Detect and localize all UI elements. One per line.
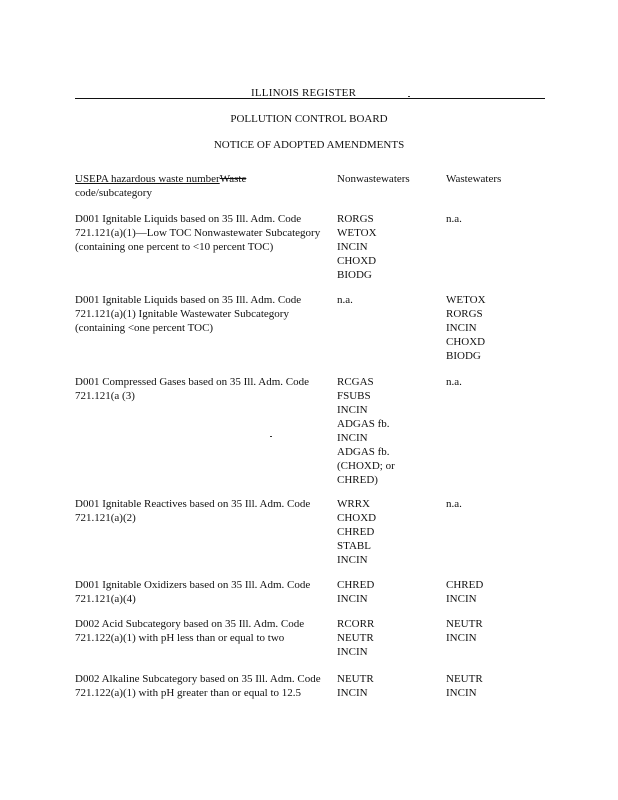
technology-code: INCIN — [337, 687, 368, 699]
wastewater-standards — [446, 578, 541, 606]
technology-code: CHOXD — [337, 512, 377, 524]
technology-code: NEUTR — [446, 618, 483, 630]
board-title: POLLUTION CONTROL BOARD — [230, 113, 388, 125]
technology-code: RORGS — [337, 213, 374, 225]
technology-code: INCIN — [337, 593, 368, 605]
wastewater-standards — [446, 293, 541, 363]
technology-code: INCIN — [337, 554, 368, 566]
technology-code: INCIN — [337, 432, 368, 444]
nonwastewater-standards — [337, 672, 432, 700]
wastewater-standards — [446, 617, 541, 645]
register-title: ILLINOIS REGISTER — [251, 87, 357, 99]
nonwastewater-standards — [337, 293, 432, 307]
technology-code: INCIN — [337, 404, 368, 416]
waste-description: D001 Ignitable Reactives based on 35 Ill. Adm. Code 721.121(a)(2) — [75, 498, 311, 524]
waste-code-header-deleted: Waste — [219, 173, 247, 185]
technology-code: INCIN — [337, 646, 368, 658]
technology-code: ADGAS fb. — [337, 418, 390, 430]
technology-code: CHRED — [337, 579, 375, 591]
technology-code: CHOXD — [337, 255, 377, 267]
column-header-nonwastewaters: Nonwastewaters — [337, 173, 410, 185]
technology-code: RCGAS — [337, 376, 374, 388]
technology-code: CHOXD — [446, 336, 486, 348]
nonwastewater-standards — [337, 497, 432, 567]
technology-code: CHRED) — [337, 474, 378, 486]
technology-code: STABL — [337, 540, 371, 552]
technology-code: RCORR — [337, 618, 375, 630]
waste-description: D002 Acid Subcategory based on 35 Ill. Adm. Code 721.122(a)(1) with pH less than or equal to two — [75, 618, 305, 644]
technology-code: INCIN — [446, 322, 477, 334]
technology-code: NEUTR — [337, 673, 374, 685]
technology-code: INCIN — [446, 593, 477, 605]
technology-code: WETOX — [337, 227, 377, 239]
technology-code: INCIN — [337, 241, 368, 253]
nonwastewater-standards — [337, 617, 432, 659]
technology-code: n.a. — [337, 294, 353, 306]
waste-code-header-inserted: USEPA hazardous waste number — [75, 173, 220, 185]
technology-code: (CHOXD; or — [337, 460, 395, 472]
waste-description: D001 Ignitable Liquids based on 35 Ill. Adm. Code 721.121(a)(1) Ignitable Wastewater Subcategory (containing <one percent TOC) — [75, 294, 302, 334]
column-header-wastewaters: Wastewaters — [446, 173, 502, 185]
scan-speck — [408, 96, 410, 97]
technology-code: ADGAS fb. — [337, 446, 390, 458]
waste-description: D002 Alkaline Subcategory based on 35 Ill. Adm. Code 721.122(a)(1) with pH greater than or equal to 12.5 — [75, 673, 321, 699]
waste-description: D001 Ignitable Oxidizers based on 35 Ill. Adm. Code 721.121(a)(4) — [75, 579, 311, 605]
technology-code: BIODG — [337, 269, 372, 281]
technology-code: FSUBS — [337, 390, 371, 402]
wastewater-standards — [446, 497, 541, 511]
technology-code: INCIN — [446, 687, 477, 699]
technology-code: NEUTR — [446, 673, 483, 685]
notice-title: NOTICE OF ADOPTED AMENDMENTS — [213, 139, 405, 151]
technology-code: n.a. — [446, 213, 462, 225]
header-rule — [75, 98, 545, 99]
column-header-waste-code — [75, 172, 325, 200]
wastewater-standards — [446, 212, 541, 226]
waste-code-header-rest: code/subcategory — [75, 187, 152, 199]
technology-code: WRRX — [337, 498, 370, 510]
waste-description: D001 Compressed Gases based on 35 Ill. Adm. Code 721.121(a (3) — [75, 376, 310, 402]
wastewater-standards — [446, 375, 541, 389]
technology-code: NEUTR — [337, 632, 374, 644]
technology-code: RORGS — [446, 308, 483, 320]
nonwastewater-standards — [337, 375, 432, 487]
technology-code: CHRED — [446, 579, 484, 591]
technology-code: WETOX — [446, 294, 486, 306]
waste-description: D001 Ignitable Liquids based on 35 Ill. Adm. Code 721.121(a)(1)—Low TOC Nonwastewater Subcategory (containing one percent to <10 percent TOC) — [75, 213, 321, 253]
nonwastewater-standards — [337, 578, 432, 606]
technology-code: n.a. — [446, 498, 462, 510]
technology-code: n.a. — [446, 376, 462, 388]
technology-code: CHRED — [337, 526, 375, 538]
nonwastewater-standards — [337, 212, 432, 282]
scan-speck — [270, 436, 272, 437]
technology-code: BIODG — [446, 350, 481, 362]
wastewater-standards — [446, 672, 541, 700]
technology-code: INCIN — [446, 632, 477, 644]
